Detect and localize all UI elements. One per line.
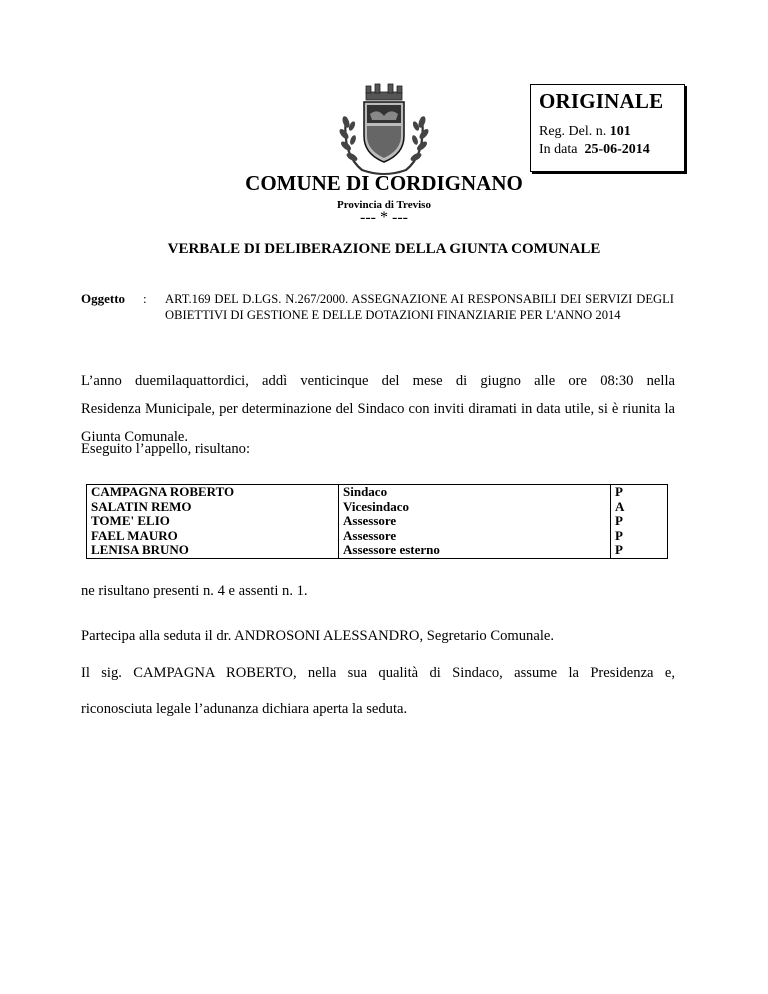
attendance-table [86, 484, 668, 559]
attendance-row [87, 485, 668, 500]
originale-title: ORIGINALE [539, 89, 664, 113]
date-value: 25-06-2014 [584, 142, 650, 157]
presidenza-paragraph [81, 655, 675, 727]
originale-box [530, 84, 685, 172]
attendance-row [87, 514, 668, 529]
appello-text: Eseguito l’appello, risultano: [81, 441, 251, 457]
provincia-name: Provincia di Treviso [337, 199, 431, 211]
attendance-row [87, 543, 668, 558]
document-title: VERBALE DI DELIBERAZIONE DELLA GIUNTA COMUNALE [167, 241, 601, 257]
attendance-row [87, 529, 668, 544]
attendance-row [87, 500, 668, 515]
member-role: Sindaco [339, 485, 611, 500]
member-status: P [611, 543, 668, 558]
member-status: P [611, 529, 668, 544]
presidenza-line-1: Il sig. CAMPAGNA ROBERTO, nella sua qualità di Sindaco, assume la Presidenza e, [81, 665, 675, 681]
member-role: Assessore [339, 514, 611, 529]
date-label: In data [539, 142, 578, 157]
intro-line-1: L’anno duemilaquattordici, addì venticinque del mese di giugno alle ore 08:30 nella [81, 373, 675, 389]
member-name: LENISA BRUNO [87, 543, 339, 558]
member-name: FAEL MAURO [87, 529, 339, 544]
oggetto-label: Oggetto [81, 291, 126, 306]
member-role: Assessore esterno [339, 543, 611, 558]
comune-name: COMUNE DI CORDIGNANO [245, 171, 523, 195]
intro-paragraph [81, 367, 675, 451]
member-status: P [611, 485, 668, 500]
presenti-summary: ne risultano presenti n. 4 e assenti n. 1. [81, 583, 308, 599]
oggetto-text: ART.169 DEL D.LGS. N.267/2000. ASSEGNAZIONE AI RESPONSABILI DEI SERVIZI DEGLI OBIETTIVI DI GESTIONE E DELLE DOTAZIONI FINANZIARIE PER L'ANNO 2014 [165, 292, 674, 322]
date-line [539, 142, 650, 158]
partecipa-text: Partecipa alla seduta il dr. ANDROSONI ALESSANDRO, Segretario Comunale. [81, 628, 555, 644]
coat-of-arms-logo [336, 78, 432, 182]
reg-del-label: Reg. Del. n. [539, 124, 607, 139]
member-name: CAMPAGNA ROBERTO [87, 485, 339, 500]
member-role: Assessore [339, 529, 611, 544]
oggetto-colon: : [143, 291, 147, 306]
member-role: Vicesindaco [339, 500, 611, 515]
reg-del-number: 101 [609, 124, 631, 139]
reg-del-line [539, 124, 631, 140]
header-separator: --- * --- [360, 209, 408, 226]
member-name: TOME' ELIO [87, 514, 339, 529]
presidenza-line-rest: riconosciuta legale l’adunanza dichiara aperta la seduta. [81, 701, 408, 717]
member-status: P [611, 514, 668, 529]
member-name: SALATIN REMO [87, 500, 339, 515]
member-status: A [611, 500, 668, 515]
intro-line-rest: Residenza Municipale, per determinazione del Sindaco con inviti diramati in data utile, si è riunita la Giunta Comunale. [81, 401, 675, 445]
